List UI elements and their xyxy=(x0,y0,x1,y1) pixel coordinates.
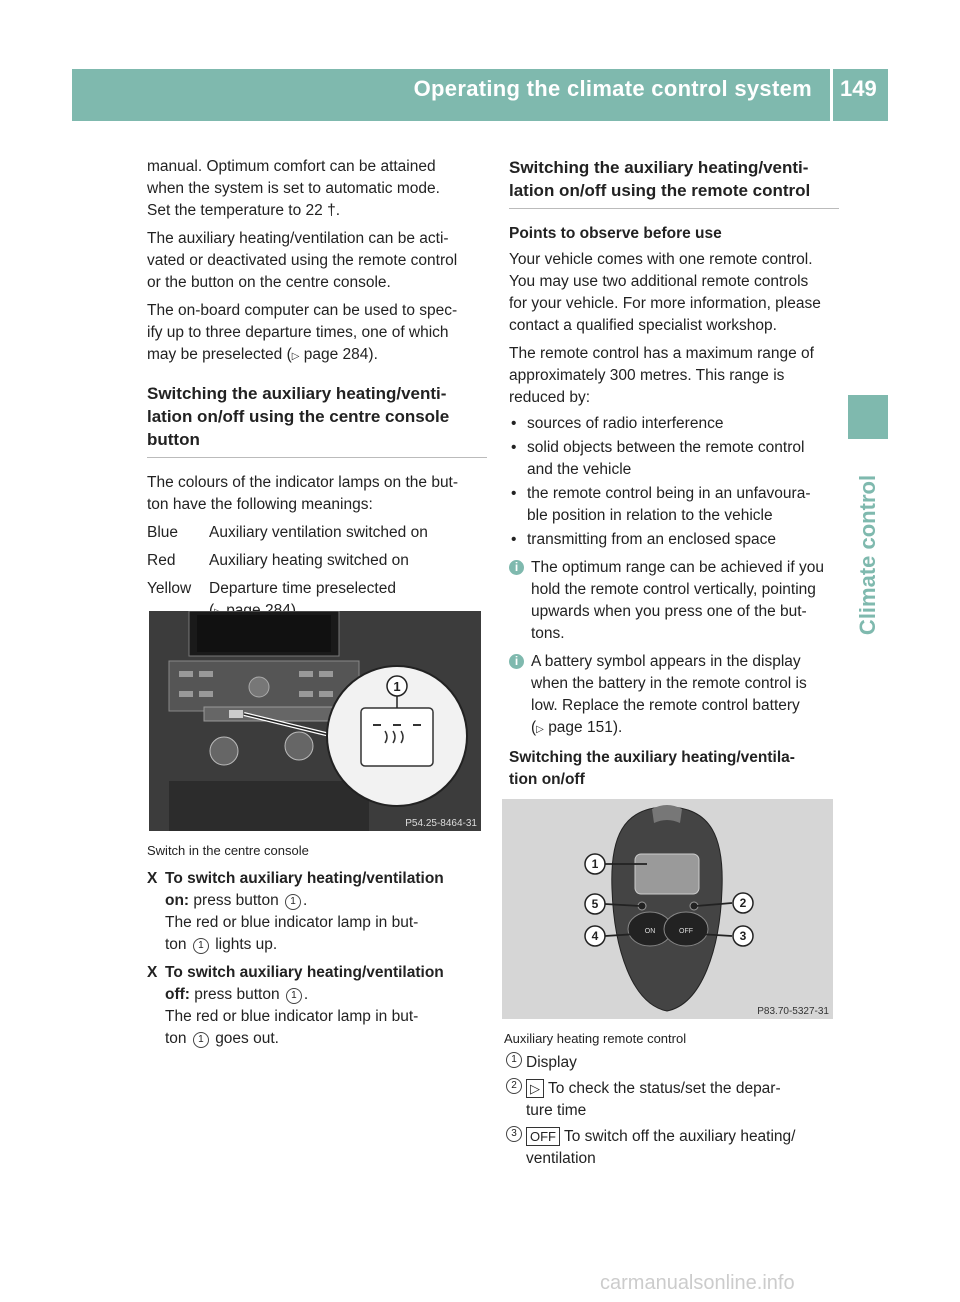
section-tab-marker xyxy=(848,395,888,439)
body-line: ton have the following meanings: xyxy=(147,496,373,513)
callout-number-icon: 2 xyxy=(506,1078,522,1094)
intro-line: manual. Optimum comfort can be attained xyxy=(147,158,436,175)
figure-code: P54.25-8464-31 xyxy=(405,818,477,829)
right-column-lower xyxy=(504,1030,839,1170)
off-button-label: OFF xyxy=(679,928,693,935)
callout-number-icon: 1 xyxy=(506,1052,522,1068)
play-key-icon: ▷ xyxy=(526,1079,544,1098)
body-line: or the button on the centre console. xyxy=(147,274,391,291)
figure-callout: 4 xyxy=(591,929,599,943)
info-icon: i xyxy=(509,654,524,669)
figure-callout: 3 xyxy=(739,929,747,943)
section-subheading: Switching the auxiliary heating/ventila- xyxy=(509,749,795,766)
body-line: The colours of the indicator lamps on the but- xyxy=(147,474,459,491)
list-item: • the remote control being in an unfavoura- ble position in relation to the vehicle xyxy=(509,483,839,527)
section-heading: Switching the auxiliary heating/venti- lation on/off using the centre console button xyxy=(147,382,487,458)
body-line: The auxiliary heating/ventilation can be acti- xyxy=(147,230,449,247)
section-subheading: tion on/off xyxy=(509,771,585,788)
body-line: vated or deactivated using the remote control xyxy=(147,252,458,269)
list-item: • sources of radio interference xyxy=(509,413,839,435)
page-reference[interactable]: may be preselected (▷ page 284). xyxy=(147,346,378,363)
reference-arrow-icon: ▷ xyxy=(536,724,544,735)
info-note: i A battery symbol appears in the display when the battery in the remote control is low. Replace the remote control battery (▷ page 151). xyxy=(509,651,839,741)
legend-item: 2 ▷ To check the status/set the depar- ture time xyxy=(504,1078,839,1122)
figure-caption: Auxiliary heating remote control xyxy=(504,1031,687,1046)
list-item: • transmitting from an enclosed space xyxy=(509,529,839,551)
on-button-label: ON xyxy=(644,928,656,935)
figure-centre-console xyxy=(149,611,481,831)
legend-item: 3 OFF To switch off the auxiliary heating/ ventilation xyxy=(504,1126,839,1170)
figure-callout: 1 xyxy=(393,679,401,694)
colour-table-row: Blue Auxiliary ventilation switched on xyxy=(147,524,428,541)
instruction-step: X To switch auxiliary heating/ventilation on: press button 1 . The red or blue indicator lamp in but- ton 1 lights up. xyxy=(147,870,444,953)
page-title: Operating the climate control system xyxy=(413,76,812,101)
callout-number-icon: 1 xyxy=(193,1032,209,1048)
info-icon: i xyxy=(509,560,524,575)
reference-arrow-icon: ▷ xyxy=(291,351,300,362)
callout-number-icon: 1 xyxy=(286,988,302,1004)
figure-remote-control xyxy=(502,799,833,1019)
page-reference[interactable]: (▷ page 151). xyxy=(531,719,623,736)
intro-line: when the system is set to automatic mode. xyxy=(147,180,440,197)
right-column: Switching the auxiliary heating/venti- lation on/off using the remote control Points to observe before use Your vehicle comes with one remote control. You may use two additional remote controls for your vehicle. For more information, please contact a qualified specialist workshop. The remote control has a maximum range of approximately 300 metres. This range is reduced by: • sources of radio interference • solid objects between the remote control and the vehicle • the remote control being in an unfavoura- ble position in relation to the vehicle • transmitting from an enclosed space i The optimum range can be achieved if you hold the remote control vertically, pointing upwards when you press one of the but- tons. i A battery symbol appears in the display when the battery in the remote control is low. Replace the remote control battery (▷ page 151). Switching the auxiliary heating/ventila- tion on/off xyxy=(509,156,839,791)
figure-caption: Switch in the centre console xyxy=(147,843,309,858)
header-divider xyxy=(830,69,833,121)
body-line: The on-board computer can be used to spec- xyxy=(147,302,458,319)
legend-item: 1 Display xyxy=(504,1052,839,1074)
intro-line: Set the temperature to 22 †. xyxy=(147,202,341,219)
left-column-lower xyxy=(147,842,487,1050)
callout-number-icon: 1 xyxy=(285,894,301,910)
colour-table-row: Yellow Departure time preselected xyxy=(147,580,396,597)
info-note: i The optimum range can be achieved if you hold the remote control vertically, pointing upwards when you press one of the but- tons. xyxy=(509,557,839,645)
figure-callout: 5 xyxy=(591,897,599,911)
callout-number-icon: 3 xyxy=(506,1126,522,1142)
list-item: • solid objects between the remote control and the vehicle xyxy=(509,437,839,481)
figure-callout: 1 xyxy=(591,857,599,871)
off-key-icon: OFF xyxy=(526,1127,560,1146)
section-heading: Switching the auxiliary heating/venti- lation on/off using the remote control xyxy=(509,156,839,209)
figure-callout: 2 xyxy=(739,896,747,910)
instruction-step: X To switch auxiliary heating/ventilation off: press button 1 . The red or blue indicator lamp in but- ton 1 goes out. xyxy=(147,964,444,1047)
section-side-label: Climate control xyxy=(855,474,880,636)
callout-number-icon: 1 xyxy=(193,938,209,954)
watermark: carmanualsonline.info xyxy=(600,1272,795,1294)
left-column xyxy=(147,156,487,624)
subheading: Points to observe before use xyxy=(509,225,722,242)
page-number: 149 xyxy=(840,76,877,101)
figure-code: P83.70-5327-31 xyxy=(757,1006,829,1017)
body-line: ify up to three departure times, one of which xyxy=(147,324,449,341)
colour-table-row: Red Auxiliary heating switched on xyxy=(147,552,409,569)
